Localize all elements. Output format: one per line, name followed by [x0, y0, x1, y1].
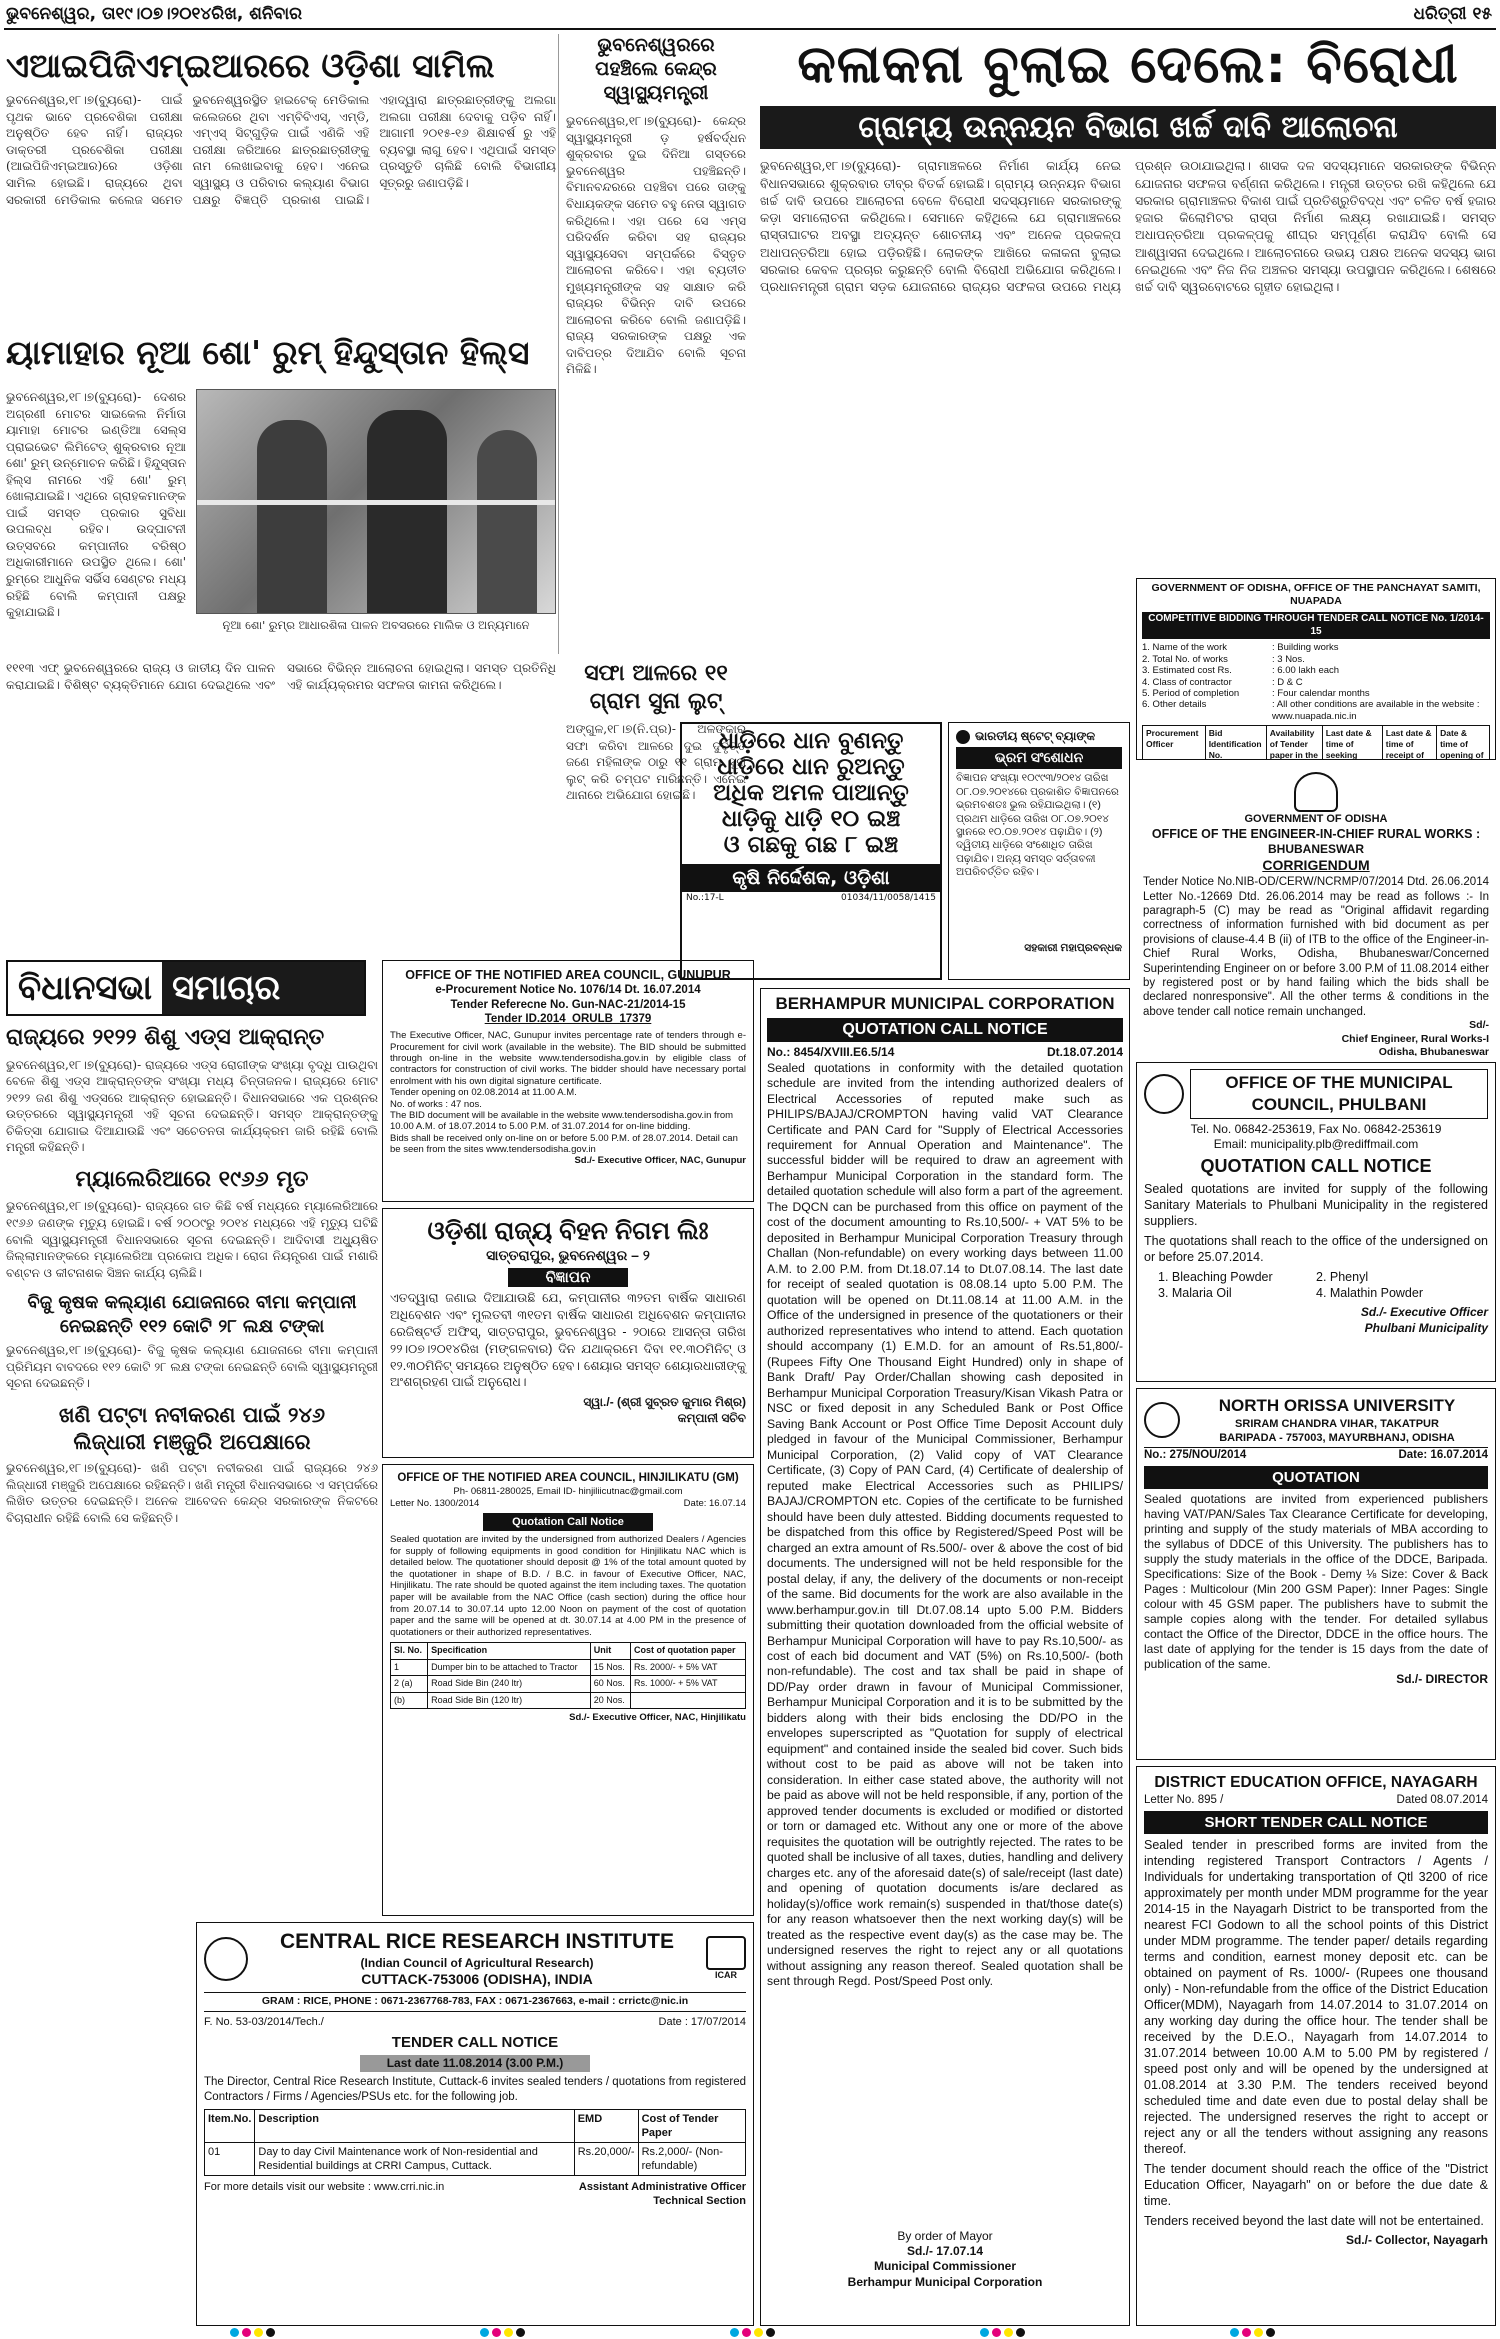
registration-dot [230, 2328, 239, 2337]
table-cell: 1 [391, 1659, 428, 1676]
letter-no: Letter No. 1300/2014 [390, 1497, 480, 1509]
seed-corp-notice [382, 1208, 754, 1458]
table-cell: Rs. 1000/- + 5% VAT [631, 1676, 746, 1693]
ad-item: Tender opening on 02.08.2014 at 11.00 A.M. [390, 1087, 577, 1099]
table-header: Specification [428, 1643, 591, 1660]
odisha-emblem-icon [1294, 772, 1338, 812]
ad-title: BERHAMPUR MUNICIPAL CORPORATION [775, 994, 1115, 1013]
item-list [1158, 1269, 1474, 1301]
ad-title: OFFICE OF THE NOTIFIED AREA COUNCIL, GUNUPUR [405, 968, 731, 982]
table-cell: 20 Nos. [590, 1692, 630, 1709]
story-news [6, 660, 556, 950]
ad-title: ଓଡ଼ିଶା ରାଜ୍ୟ ବିହନ ନିଗମ ଲିଃ [427, 1217, 709, 1245]
ad-signature: Sd./- Collector, Nayagarh [1345, 2232, 1488, 2247]
ad-email: Email: municipality.plb@rediffmail.com [1213, 1136, 1419, 1151]
crri-logo-icon [204, 1937, 248, 1981]
table-cell: Road Side Bin (120 ltr) [428, 1692, 591, 1709]
crri-tender [196, 1922, 754, 2326]
more-details: For more details visit our website : www.crri.nic.in [204, 2180, 445, 2193]
notice-no: No.: 275/NOU/2014 [1144, 1448, 1247, 1461]
registration-dot [1004, 2328, 1013, 2337]
table-header: Cost of quotation paper [631, 1643, 746, 1660]
ad-title: OFFICE OF THE NOTIFIED AREA COUNCIL, HINJILIKATU (GM) [397, 1472, 739, 1484]
list-item: 3. Malaria Oil [1158, 1286, 1232, 1301]
headline: ଲିଜ୍‌ଧାରୀ ମଞ୍ଜୁରି ଅପେକ୍ଷାରେ [73, 1429, 311, 1454]
ad-badge: QUOTATION CALL NOTICE [767, 1018, 1123, 1042]
notice-title: TENDER CALL NOTICE [391, 2033, 559, 2051]
table-row [391, 1659, 746, 1676]
ad-body: Tenders received beyond the last date will not be entertained. [1144, 2213, 1484, 2228]
notice-no: No.: 8454/XVIII.E6.5/14 [767, 1045, 895, 1060]
ad-city: CUTTACK-753006 (ODISHA), INDIA [361, 1971, 593, 1988]
sbi-corrigendum [948, 722, 1130, 980]
table-cell: 01 [205, 2142, 255, 2175]
table-cell [631, 1692, 746, 1709]
body-text: ଭୁବନେଶ୍ୱର,୧୮।୭(ବ୍ୟୁରୋ)- ପାଇଁ ପୃଥକ ଭାବେ ପ୍ରବେଶିକା ପରୀକ୍ଷା ଅନୁଷ୍ଠିତ ହେବ ନାହିଁ। ରାଜ୍ୟର ଡାକ୍ତରୀ ପ୍ରବେଶିକା ପରୀକ୍ଷା (ଆଇପିଜିଏମ୍‌ଇଆର)ରେ ଓଡ଼ିଶା ସାମିଲ ହୋଇଛି। ରାଜ୍ୟରେ ଥିବା ସରକାରୀ ମେଡିକାଲ କଲେଜ ସମେତ ଭୁବନେଶ୍ୱରସ୍ଥିତ ହାଇଟେକ୍‌ ମେଡିକାଲ କଲେଜରେ ଥିବା ଏମ୍‌ବିବିଏସ୍‌, ଏମ୍‌ଡି, ଏମ୍‌ଏସ୍‌ ସିଟ୍‌ଗୁଡ଼ିକ ପାଇଁ ଏଣିକି ଏହି ପରୀକ୍ଷା ଜରିଆରେ ଛାତ୍ରଛାତ୍ରୀଙ୍କୁ ନାମ ଲେଖାଇବାକୁ ହେବ। ଏନେଇ ସ୍ୱାସ୍ଥ୍ୟ ଓ ପରିବାର କଲ୍ୟାଣ ବିଭାଗ ପକ୍ଷରୁ ବିଜ୍ଞପ୍ତି ପ୍ରକାଶ ପାଇଛି। ଏହାଦ୍ୱାରା ଛାତ୍ରଛାତ୍ରୀଙ୍କୁ ଅଲଗା ଅଲଗା ପରୀକ୍ଷା ଦେବାକୁ ପଡ଼ିବ ନାହିଁ। ଆଗାମୀ ୨୦୧୫-୧୬ ଶିକ୍ଷାବର୍ଷ ରୁ ଏହି ବ୍ୟବସ୍ଥା ଲାଗୁ ହେବ। ଏଥିପାଇଁ ସମସ୍ତ ପ୍ରସ୍ତୁତି ଚାଲିଛି ବୋଲି ବିଭାଗୀୟ ସୂତ୍ରରୁ ଜଣାପଡ଼ିଛି। [6, 93, 556, 207]
ad-body: Sealed quotations in conformity with the detailed quotation schedule are invited from the intending authorized dealers of Electrical Accessories of reputed make such as PHILIPS/BAJAJ/CROMPTON having valid VAT Clearance Certificate and PAN Card for "Supply of Electrical Accessories requirement for Annual Operation and Maintenance". The successful bidder will be required to draw an agreement with Berhampur Municipal Corporation in the standard form. The detailed quotation schedule will also form a part of the agreement. The DQCN can be purchased from this office on payment of the cost of the document amounting to Rs.10,500/- + VAT 5% to be deposited in Berhampur Municipal Corporation Treasury through Challan (Non-refundable) on every working days between 11.00 A.M. to 2.00 P.M. from Dt.18.07.14 to Dt.07.08.14. The last date for receipt of sealed quotation is 08.08.14 upto 5.00 P.M. The quotation will be opened on Dt.11.08.14 at 11.00 A.M. in the Office of the undersigned in presence of the quotationers or their authorized representatives who intend to attend. Each quotation should accompany (1) E.M.D. for an amount of Rs.51,800/- (Rupees Fifty One Thousand Eight Hundred) only in shape of Bank Draft/ Pay Order/Challan showing cash deposited in Berhampur Municipal Corporation Treasury/Kisan Vikash Patra or NSC or fixed deposit in any Scheduled Bank or Post Office Saving Bank Account or Post Office Time Deposit Account duly pledged in favour of the Municipal Commissioner, Berhampur Municipal Corporation, (2) Valid copy of VAT Clearance Certificate, (3) Copy of PAN Card, (4) Certificate of dealership of reputed make Electrical Accessories such as PHILIPS/ BAJAJ/CROMPTON etc. Copies of the certificate to be furnished should have been duly attested. Bidding documents requested to be dispatched from this office by Registered/Speed Post will be charged an extra amount of Rs.500/- over & above the cost of bid documents. The undersigned will not be held responsible for the postal delay, if any, the delivery of the documents or non-receipt of the same. Bid documents for the work are also available in the www.berhampur.gov.in till Dt.07.08.14 upto 5.00 P.M. Bidders submitting their quotation downloaded from the official website of Berhampur Municipal Corporation will have to pay Rs.10,500/- as cost of each bid document and VAT (5%) on Rs.10,500/- (both non-refundable). The cost and tax shall be paid in shape of DD/Pay order drawn in favour of Municipal Commissioner, Berhampur Municipal Corporation and it is to be submitted by the bidders along with their bids enclosing the DD/PO in the envelopes superscripted as "Quotation for supply of electrical equipment" and contained inside the sealed bid cover. Such bids without cost to be paid as above will not be taken into consideration. In either case stated above, the authority will not be paid as above will not be held responsible, if any, portion of the approved tender documents is excluded or modified or distorted or torn or damaged etc. Without any one or more of the above requisites the quotation will be outrightly rejected. The rates to be quoted shall be inclusive of all taxes, duties, handling and delivery charges etc. any of the aforesaid date(s) of sale/receipt (last date) and opening of quotation documents is/are declared as holiday(s)/office work remain(s) suspended in that/those date(s) for any reason whatsoever then the next working day(s) will be treated as the respective event day(s) as the case may be. The undersigned reserves the right to reject any or all quotations without assigning any reason thereof. Sealed quotation shall be sent through Regd. Post/Speed Post only. [767, 1060, 1123, 1989]
ad-contact: Tel. No. 06842-253619, Fax No. 06842-253619 [1190, 1121, 1442, 1136]
lead-subhead: ଗ୍ରାମ୍ୟ ଉନ୍ନୟନ ବିଭାଗ ଖର୍ଚ୍ଚ ଦାବି ଆଲୋଚନା [760, 106, 1496, 149]
ad-line: ଧାଡ଼ିରେ ଧାନ ବୁଣନ୍ତୁ [718, 728, 904, 754]
ad-address: SRIRAM CHANDRA VIHAR, TAKATPUR [1235, 1417, 1439, 1430]
notice-line: Tender Referecne No. Gun-NAC-21/2014-15 [450, 998, 686, 1011]
ad-title: CENTRAL RICE RESEARCH INSTITUTE [280, 1930, 674, 1953]
list-item: 4. Class of contractor : D & C [1142, 676, 1303, 688]
ad-badge: ବିଜ୍ଞାପନ [508, 1268, 628, 1287]
table-cell: (b) [391, 1692, 428, 1709]
nuapada-tender [1136, 578, 1496, 760]
registration-dot [980, 2328, 989, 2337]
story-odisha-iipm [6, 48, 556, 328]
file-no: F. No. 53-03/2014/Tech./ [204, 2015, 324, 2028]
registration-dot [730, 2328, 739, 2337]
ad-code: 01034/11/0058/1415 [841, 893, 936, 903]
ad-body: Sealed quotation are invited by the undersigned from authorized Dealers / Agencies for supply of following equipments in good condition for Hinjilikatu NAC which is detailed below. The quotationer should deposit @ 1% of the total amount quoted by the quotationer in shape of B.D. / B.C. in favour of Executive Officer, NAC, Hinjilikatu. The rate should be quoted against the item including taxes. The quotation paper will be available from the NAC Office (cash section) during the office hour from 20.07.14 to 30.07.14 upto 12.00 Noon on payment of the cost of quotation paper and the same will be opened at dt. 30.07.14 at 4.00 PM in the presence of quotationers or their authorized representatives. [390, 1534, 746, 1638]
body-text: ଭୁବନେଶ୍ୱର,୧୮।୭(ବ୍ୟୁରୋ)- ରାଜ୍ୟରେ ଏଡ୍‌ସ ରୋଗୀଙ୍କ ସଂଖ୍ୟା ବୃଦ୍ଧି ପାଉଥିବା ବେଳେ ଶିଶୁ ଏଡ୍‌ସ ଆକ୍ରାନ୍ତଙ୍କ ସଂଖ୍ୟା ମଧ୍ୟ ଚିନ୍ତାଜନକ। ରାଜ୍ୟରେ ମୋଟ ୨୧୨୨ ଜଣ ଶିଶୁ ଏଡ୍‌ସରେ ଆକ୍ରାନ୍ତ ହୋଇଛନ୍ତି। ବିଧାନସଭାରେ ଏକ ପ୍ରଶ୍ନର ଉତ୍ତରରେ ସ୍ୱାସ୍ଥ୍ୟମନ୍ତ୍ରୀ ଏହି ସୂଚନା ଦେଇଛନ୍ତି। ସମସ୍ତ ଆକ୍ରାନ୍ତଙ୍କୁ ଚିକିତ୍ସା ଯୋଗାଇ ଦିଆଯାଉଛି ଏବଂ ସଚେତନତା କାର୍ଯ୍ୟକ୍ରମ ଜାରି ରହିଛି ବୋଲି ମନ୍ତ୍ରୀ କହିଛନ୍ତି। [6, 1057, 378, 1155]
ad-title: GOVERNMENT OF ODISHA, OFFICE OF THE PANCHAYAT SAMITI, NUAPADA [1151, 582, 1481, 608]
masthead [0, 0, 1500, 28]
registration-dot [992, 2328, 1001, 2337]
body-text: ଅଙ୍ଗୁଳ,୧୮।୭(ନି.ପ୍ର)- ଅଳଙ୍କାର ସଫା କରିବା ଆଳରେ ଦୁଇ ଦୁର୍ବୃତ୍ତ ଜଣେ ମହିଳାଙ୍କ ଠାରୁ ୧୧ ଗ୍ରାମ ସୁନା ଲୁଟ୍ କରି ଚମ୍ପଟ ମାରିଛନ୍ତି। ଏନେଇ ଥାନାରେ ଅଭିଯୋଗ ହୋଇଛି। [566, 722, 746, 803]
nayagarh-tender [1136, 1766, 1496, 2326]
crri-table [204, 2109, 746, 2176]
bank-logo-icon [956, 730, 970, 744]
notice-line: e-Procurement Notice No. 1076/14 Dt. 16.07.2014 [435, 984, 701, 996]
table-cell: Rs.20,000/- [574, 2142, 638, 2175]
table-header: Availability of Tender paper in the [1266, 726, 1322, 760]
ad-signature: Sd/- [1469, 1019, 1489, 1032]
banner-right: ସମାଚାର [162, 962, 364, 1014]
table-cell: Rs. 2000/- + 5% VAT [631, 1659, 746, 1676]
table-header: EMD [574, 2109, 638, 2142]
table-cell: 60 Nos. [590, 1676, 630, 1693]
table-header: Date & time of opening of [1437, 726, 1490, 760]
ad-footer: କୃଷି ନିର୍ଦ୍ଦେଶକ, ଓଡ଼ିଶା [682, 864, 940, 892]
photo-caption: ନୂଆ ଶୋ' ରୁମ୍‌ର ଆଧାରଶିଳା ପାଳନ ଅବସରରେ ମାଲିକ ଓ ଅନ୍ୟମାନେ [222, 618, 530, 632]
ad-title: DISTRICT EDUCATION OFFICE, NAYAGARH [1154, 1774, 1478, 1791]
story-minister [566, 34, 746, 654]
ad-body: The Executive Officer, NAC, Gunupur invites percentage rate of tenders through e-Procurement for civil work (available in the website). The BID should be submitted through on-line in the website www.tendersodisha.gov.in by eligible class of contractors for construction of civil works. The bidder should have necessary portal enrolment with his own digital signature certificate. [390, 1030, 746, 1087]
ad-line: ଓ ଗଛକୁ ଗଛ ୮ ଇଞ୍ଚ [723, 832, 899, 858]
body-text: ଭୁବନେଶ୍ୱର,୧୮।୭(ବ୍ୟୁରୋ)- ବିଜୁ କୃଷକ କଲ୍ୟାଣ ଯୋଜନାରେ ବୀମା କମ୍ପାନୀ ପ୍ରିମିୟମ ବାବଦରେ ୧୧୨ କୋଟି ୨୮ ଲକ୍ଷ ଟଙ୍କା ନେଇଛନ୍ତି ବୋଲି ସ୍ୱାସ୍ଥ୍ୟମନ୍ତ୍ରୀ ସୂଚନା ଦେଇଛନ୍ତି। [6, 1342, 378, 1391]
notice-date: Date : 17/07/2014 [658, 2015, 746, 2028]
ad-title: OFFICE OF THE MUNICIPAL COUNCIL, PHULBANI [1190, 1069, 1488, 1119]
ad-signature: Berhampur Municipal Corporation [847, 2274, 1043, 2289]
table-header: Description [255, 2109, 574, 2142]
icar-logo-text: ICAR [715, 1970, 737, 1981]
registration-dot [742, 2328, 751, 2337]
ad-body: ଏତଦ୍ୱାରା ଜଣାଇ ଦିଆଯାଉଛି ଯେ, କମ୍ପାନୀର ୩୨ତମ ବାର୍ଷିକ ସାଧାରଣ ଅଧିବେଶନ ଏବଂ ମୁଲତବୀ ୩୧ତମ ବାର୍ଷିକ ସାଧାରଣ ଅଧିବେଶନ କମ୍ପାନୀର ରେଜିଷ୍ଟର୍ଡ ଅଫିସ୍, ସାତ୍ତରାପୁର, ଭୁବନେଶ୍ୱର - ୨ଠାରେ ଆସନ୍ତା ତାରିଖ ୨୨।୦୭।୨୦୧୪ରିଖ (ମଙ୍ଗଳବାର) ଦିନ ଯଥାକ୍ରମେ ଦିବା ୧୧.୩୦ମିନିଟ୍ ଓ ୧୨.୩୦ମିନିଟ୍ ସମୟରେ ଅନୁଷ୍ଠିତ ହେବ। ଶେୟାର ସମସ୍ତ ଶେୟାରଧାରୀଙ୍କୁ ଅଂଶଗ୍ରହଣ ପାଇଁ ଅନୁରୋଧ। [390, 1291, 746, 1390]
ad-badge: QUOTATION CALL NOTICE [1200, 1156, 1432, 1177]
photo-ribbon [197, 500, 556, 505]
notice-line: Tender ID.2014_ORULB_17379 [484, 1013, 652, 1026]
panchayat-items [1142, 642, 1490, 722]
ad-body: The quotations shall reach to the office of the undersigned on or before 25.07.2014. [1144, 1234, 1488, 1265]
notice-date: Dt.18.07.2014 [1046, 1045, 1123, 1060]
body-text: ଭୁବନେଶ୍ୱର,୧୮।୭(ବ୍ୟୁରୋ)- ରାଜ୍ୟରେ ଗତ କିଛି ବର୍ଷ ମଧ୍ୟରେ ମ୍ୟାଲେରିଆରେ ୧୯୬୬ ଜଣଙ୍କ ମୃତ୍ୟୁ ହୋଇଛି। ବର୍ଷ ୨୦୦୯ରୁ ୨୦୧୪ ମଧ୍ୟରେ ଏହି ମୃତ୍ୟୁ ଘଟିଛି ବୋଲି ସ୍ୱାସ୍ଥ୍ୟମନ୍ତ୍ରୀ ବିଧାନସଭାରେ ସୂଚନା ଦେଇଛନ୍ତି। ଆଦିବାସୀ ଅଧ୍ୟୁଷିତ ଜିଲ୍ଲାମାନଙ୍କରେ ମ୍ୟାଲେରିଆ ପ୍ରକୋପ ଅଧିକ। ରୋଗ ନିୟନ୍ତ୍ରଣ ପାଇଁ ମଶାରି ବଣ୍ଟନ ଓ କୀଟନାଶକ ସିଞ୍ଚନ କାର୍ଯ୍ୟ ଚାଲିଛି। [6, 1199, 378, 1280]
ad-title: OFFICE OF THE ENGINEER-IN-CHIEF RURAL WORKS : [1151, 827, 1481, 842]
ad-signature: ସ୍ୱା./- (ଶ୍ରୀ ସୁବ୍ରତ କୁମାର ମିଶ୍ର) [583, 1395, 746, 1410]
ad-signature: Sd./- Executive Officer, NAC, Gunupur [574, 1155, 746, 1167]
table-header: Sl. No. [391, 1643, 428, 1660]
table-cell: 2 (a) [391, 1676, 428, 1693]
list-item: 1. Name of the work : Building works [1142, 642, 1339, 654]
hinjilikatu-quotation [382, 1464, 754, 1916]
headline: ସଫା ଆଳରେ ୧୧ ଗ୍ରାମ ସୁନା ଲୁଟ୍ [584, 661, 728, 714]
ad-signature: Odisha, Bhubaneswar [1378, 1045, 1489, 1056]
body-text: ୧୧୧୩ ଏଫ୍ ଭୁବନେଶ୍ୱରରେ ରାଜ୍ୟ ଓ ଜାତୀୟ ଦିନ ପାଳନ କରାଯାଇଛି। ବିଶିଷ୍ଟ ବ୍ୟକ୍ତିମାନେ ଯୋଗ ଦେଇଥିଲେ ଏବଂ ସଭାରେ ବିଭିନ୍ନ ଆଲୋଚନା ହୋଇଥିଲା। ସମସ୍ତ ପ୍ରତିନିଧି ଏହି କାର୍ଯ୍ୟକ୍ରମର ସଫଳତା କାମନା କରିଥିଲେ। [6, 661, 556, 692]
table-cell: Dumper bin to be attached to Tractor [428, 1659, 591, 1676]
registration-dot [516, 2328, 525, 2337]
ad-signature: Technical Section [653, 2195, 746, 2208]
table-cell: Rs.2,000/- (Non-refundable) [638, 2142, 745, 2175]
photo-figure [257, 420, 327, 614]
ad-badge: Quotation Call Notice [483, 1513, 653, 1531]
print-registration-marks [0, 2328, 1500, 2338]
ad-item: Bids shall be received only on-line on or before 5.00 P.M. of 28.07.2014. Detail can be seen from the sites www.tendersodisha.gov.in [390, 1132, 738, 1156]
photo-figure [367, 410, 447, 614]
table-header: Last date & time of receipt of [1382, 726, 1436, 760]
ad-signature: Phulbani Municipality [1364, 1320, 1488, 1335]
headline: ଖଣି ପଟ୍ଟା ନବୀକରଣ ପାଇଁ ୨୪୬ [58, 1402, 326, 1427]
letter-date: Date: 16.07.14 [683, 1497, 746, 1509]
ad-badge: QUOTATION [1144, 1466, 1488, 1489]
berhampur-quotation [760, 988, 1130, 2326]
notice-date: Date: 16.07.2014 [1398, 1448, 1488, 1461]
page-number: ଧରିତ୍ରୀ ୧୫ [1413, 4, 1492, 24]
ad-order: By order of Mayor [897, 2228, 993, 2243]
banner-left: ବିଧାନସଭା [8, 962, 162, 1014]
last-date: Last date 11.08.2014 (3.00 P.M.) [360, 2055, 590, 2072]
ad-title: NORTH ORISSA UNIVERSITY [1218, 1396, 1456, 1415]
ad-contact: Ph- 06811-280025, Email ID- hinjiliicutnac@gmail.com [453, 1485, 683, 1497]
registration-dot [504, 2328, 513, 2337]
ad-signature: Sd./- Executive Officer, NAC, Hinjilikatu [569, 1712, 746, 1724]
table-row [205, 2142, 746, 2175]
headline: ବିଜୁ କୃଷକ କଲ୍ୟାଣ ଯୋଜନାରେ ବୀମା କମ୍ପାନୀ [27, 1292, 357, 1314]
ad-line: ଅଧିକ ଅମଳ ପାଆନ୍ତୁ [713, 780, 909, 806]
ad-signature: Sd./- DIRECTOR [1396, 1671, 1488, 1686]
ad-body: Sealed tender in prescribed forms are invited from the intending registered Transport Contractors / Agents / Individuals for undertaking transportation of Qtl 3200 of rice approximately per month under MDM programme for the year 2014-15 in the Nayagarh District to be transported from the nearest FCI Godown to all the school points of this District under MDM programme. The tender paper/ details regarding terms and condition, earnest money deposit etc. can be obtained on payment of Rs. 1000/- (Rupees one thousand only) - Non-refundable from the office of the District Education Officer(MDM), Nayagarh from 14.07.2014 to 31.07.2014 on any working day during the office hour. The tender shall be received by the D.E.O., Nayagarh from 14.07.2014 to 31.07.2014 between 10.00 A.M to 5.00 PM by registered / speed post only and will be opened by the undersigned at 01.08.2014 at 3.30 P.M. The tenders received beyond scheduled time and date even due to postal delay shall be rejected. The undersigned reserves the right to accept or reject any or all the tenders without assigning any reasons thereof. [1144, 1837, 1488, 2156]
table-header: Cost of Tender Paper [638, 2109, 745, 2142]
photo-figure [477, 430, 537, 614]
ad-address: ସାତ୍ତରାପୁର, ଭୁବନେଶ୍ୱର – ୨ [486, 1247, 650, 1263]
ad-signature: Assistant Administrative Officer [578, 2180, 746, 2193]
registration-dot [254, 2328, 263, 2337]
table-header: Procurement Officer [1143, 726, 1206, 760]
table-header: Unit [590, 1643, 630, 1660]
ad-signature: କମ୍ପାନୀ ସଚିବ [677, 1410, 746, 1425]
dateline: ଭୁବନେଶ୍ୱର, ତା୧୯।୦୭।୨୦୧୪ରିଖ, ଶନିବାର [6, 4, 303, 24]
icar-logo-icon [706, 1936, 746, 1970]
ad-badge: CORRIGENDUM [1262, 857, 1370, 874]
ad-line: ଧାଡ଼ିରେ ଧାନ ରୁଅନ୍ତୁ [717, 754, 905, 780]
university-logo-icon [1144, 1402, 1180, 1438]
ad-body: Sealed quotations are invited from experienced publishers having VAT/PAN/Sales Tax Clearance Certificate for developing, printing and supply of the study materials of MBA according to the syllabus of DDCE of this University. The publishers has to supply the study materials in the office of the DDCE, Baripada. Specifications: Size of the Book - Demy ⅛ Size: Cover & Back Pages : Multicolour (Min 200 GSM Paper): Inner Pages: Single colour with 45 GSM paper. The publishers have to submit the sample copies along with the tender. For detailed syllabus contact the Office of the Director, DDCE in the office hours. The last date of applying for the tender is 15 days from the date of publication of the same. [1144, 1491, 1488, 1671]
paddy-advertisement [680, 722, 942, 980]
ad-city: BHUBANESWAR [1268, 842, 1364, 857]
ad-signature: Municipal Commissioner [873, 2259, 1017, 2274]
municipal-logo-icon [1144, 1074, 1184, 1114]
table-cell: Day to day Civil Maintenance work of Non-residential and Residential buildings at CRRI Campus, Cuttack. [255, 2142, 574, 2175]
registration-dot [754, 2328, 763, 2337]
ad-badge: SHORT TENDER CALL NOTICE [1144, 1811, 1488, 1834]
registration-dot [242, 2328, 251, 2337]
registration-dot [1254, 2328, 1263, 2337]
headline: ନେଇଛନ୍ତି ୧୧୨ କୋଟି ୨୮ ଲକ୍ଷ ଟଙ୍କା [59, 1315, 325, 1337]
ad-body: The tender document should reach the office of the "District Education Officer, Nayagarh" on or before the due date & time. [1144, 2161, 1488, 2208]
ad-body: Tender Notice No.NIB-OD/CERW/NCRMP/07/2014 Dtd. 26.06.2014 Letter No.-12669 Dtd. 26.06.2014 may be read as follows :- In paragraph-5 (C) may be read as "Original affidavit regarding correctness of information furnished with bid document as per provisions of clause-4.4 B (ii) of ITB to the office of the Engineer-in-Chief Rural Works, Odisha, Bhubaneswar/Concerned Superintending Engineer on or before 3.00 P.M of 11.08.2014 either by registered post or by hand failing which the bids shall be declared nonresponsive". All the other terms & conditions in the above tender call notice remain unchanged. [1143, 876, 1489, 1018]
column-rule [558, 34, 559, 654]
body-text: ଭୁବନେଶ୍ୱର,୧୮।୭(ବ୍ୟୁରୋ)- ଗ୍ରାମାଞ୍ଚଳରେ ନିର୍ମାଣ କାର୍ଯ୍ୟ ନେଇ ବିଧାନସଭାରେ ଶୁକ୍ରବାର ତୀବ୍ର ବିତର୍କ ହୋଇଛି। ଗ୍ରାମ୍ୟ ଉନ୍ନୟନ ବିଭାଗ ଖର୍ଚ୍ଚ ଦାବି ଉପରେ ଆଲୋଚନା ବେଳେ ବିରୋଧୀ ସଦସ୍ୟମାନେ ସରକାରଙ୍କୁ କଡ଼ା ସମାଲୋଚନା କରିଥିଲେ। ସେମାନେ କହିଥିଲେ ଯେ ଗ୍ରାମାଞ୍ଚଳରେ ରାସ୍ତାଘାଟର ଅବସ୍ଥା ଅତ୍ୟନ୍ତ ଶୋଚନୀୟ ଏବଂ ଅନେକ ପ୍ରକଳ୍ପ ଅଧାପନ୍ତରିଆ ହୋଇ ପଡ଼ିରହିଛି। ଲୋକଙ୍କ ଆଖିରେ କଳାକନା ବୁଲାଇ ସରକାର କେବଳ ପ୍ରଚାର କରୁଛନ୍ତି ବୋଲି ବିରୋଧୀ ଅଭିଯୋଗ କରିଥିଲେ। ପ୍ରଧାନମନ୍ତ୍ରୀ ଗ୍ରାମ ସଡ଼କ ଯୋଜନାରେ ରାଜ୍ୟର ସଫଳତା ଉପରେ ମଧ୍ୟ ପ୍ରଶ୍ନ ଉଠାଯାଇଥିଲା। ଶାସକ ଦଳ ସଦସ୍ୟମାନେ ସରକାରଙ୍କ ବିଭିନ୍ନ ଯୋଜନାର ସଫଳତା ବର୍ଣ୍ଣନା କରିଥିଲେ। ମନ୍ତ୍ରୀ ଉତ୍ତର ରଖି କହିଥିଲେ ଯେ ସରକାର ଗ୍ରାମାଞ୍ଚଳର ବିକାଶ ପାଇଁ ପ୍ରତିଶ୍ରୁତିବଦ୍ଧ ଏବଂ ଚଳିତ ବର୍ଷ ହଜାର ହଜାର କିଲୋମିଟର ରାସ୍ତା ନିର୍ମାଣ ଲକ୍ଷ୍ୟ ରଖାଯାଇଛି। ସମସ୍ତ ଅଧାପନ୍ତରିଆ ପ୍ରକଳ୍ପକୁ ଶୀଘ୍ର ସମ୍ପୂର୍ଣ୍ଣ କରାଯିବ ବୋଲି ସେ ଆଶ୍ୱାସନା ଦେଇଥିଲେ। ଆଲୋଚନାରେ ଉଭୟ ପକ୍ଷର ଅନେକ ସଦସ୍ୟ ଭାଗ ନେଇଥିଲେ ଏବଂ ନିଜ ନିଜ ଅଞ୍ଚଳର ସମସ୍ୟା ଉପସ୍ଥାପନ କରିଥିଲେ। ଶେଷରେ ଖର୍ଚ୍ଚ ଦାବି ସ୍ୱରବୋଟରେ ଗୃହୀତ ହୋଇଥିଲା। [760, 158, 1496, 295]
ad-body: ବିଜ୍ଞାପନ ସଂଖ୍ୟା ୧୦୯୯୩/୨୦୧୪ ତାରିଖ ୦୮.୦୭.୨୦୧୪ରେ ପ୍ରକାଶିତ ବିଜ୍ଞାପନରେ ଭ୍ରମବଶତଃ ଭୁଲ ରହିଯାଇଥିଲା। (୧) ପ୍ରଥମ ଧାଡ଼ିରେ ତାରିଖ ୦୮.୦୭.୨୦୧୪ ସ୍ଥାନରେ ୧୦.୦୭.୨୦୧୪ ପଢ଼ାଯିବ। (୨) ଦ୍ୱିତୀୟ ଧାଡ଼ିରେ ସଂଶୋଧିତ ତାରିଖ ପଢ଼ାଯିବ। ଅନ୍ୟ ସମସ୍ତ ସର୍ତ୍ତାବଳୀ ଅପରିବର୍ତ୍ତିତ ରହିବ। [956, 772, 1119, 879]
panchayat-table [1142, 725, 1490, 760]
body-text: ଭୁବନେଶ୍ୱର,୧୮।୭(ବ୍ୟୁରୋ)- ଖଣି ପଟ୍ଟା ନବୀକରଣ ପାଇଁ ରାଜ୍ୟରେ ୨୪୬ ଲିଜ୍‌ଧାରୀ ମଞ୍ଜୁରି ଅପେକ୍ଷାରେ ରହିଛନ୍ତି। ଖଣି ମନ୍ତ୍ରୀ ବିଧାନସଭାରେ ଏ ସମ୍ପର୍କରେ ଲିଖିତ ଉତ୍ତର ଦେଇଛନ୍ତି। ଅନେକ ଆବେଦନ କେନ୍ଦ୍ର ସରକାରଙ୍କ ନିକଟରେ ବିଚାରାଧୀନ ରହିଛି ବୋଲି ସେ କହିଛନ୍ତି। [6, 1461, 378, 1525]
ad-badge: COMPETITIVE BIDDING THROUGH TENDER CALL NOTICE No. 1/2014-15 [1142, 612, 1490, 640]
headline: ୟାମାହାର ନୂଆ ଶୋ' ରୁମ୍ ହିନ୍ଦୁସ୍ତାନ ହିଲ୍ସ [6, 335, 530, 372]
registration-dot [492, 2328, 501, 2337]
table-header: Bid Identification No. [1205, 726, 1266, 760]
lead-headline: କଳାକନା ବୁଲାଇ ଦେଲେ: ବିରୋଧୀ [797, 35, 1459, 95]
headline: ଭୁବନେଶ୍ୱରରେ ପହଞ୍ଚିଲେ କେନ୍ଦ୍ର ସ୍ୱାସ୍ଥ୍ୟମନ୍ତ୍ରୀ [595, 34, 717, 104]
masthead-rule [4, 28, 1496, 30]
letter-no: Letter No. 895 / [1144, 1793, 1224, 1806]
registration-dot [1016, 2328, 1025, 2337]
gov-title: GOVERNMENT OF ODISHA [1244, 813, 1388, 825]
registration-dot [766, 2328, 775, 2337]
table-row [391, 1676, 746, 1693]
phulbani-quotation [1136, 1062, 1496, 1382]
table-header: Last date & time of seeking [1322, 726, 1382, 760]
hinjili-table [390, 1642, 746, 1709]
ad-code: No.:17-L [686, 893, 724, 903]
ad-signature: Sd./- 17.07.14 [906, 2243, 984, 2258]
photo [196, 389, 556, 614]
headline: ଏଆଇପିଜିଏମ୍‌ଇଆରରେ ଓଡ଼ିଶା ସାମିଲ [6, 48, 495, 85]
ad-signature: Chief Engineer, Rural Works-I [1341, 1032, 1489, 1045]
registration-dot [1266, 2328, 1275, 2337]
rural-works-corrigendum [1136, 766, 1496, 1056]
registration-dot [1230, 2328, 1239, 2337]
list-item: 2. Phenyl [1316, 1270, 1369, 1285]
vidhansabha-banner [6, 960, 366, 1016]
ad-contact: GRAM : RICE, PHONE : 0671-2367768-783, FAX : 0671-2367663, e-mail : crrictc@nic.in [204, 1992, 746, 2011]
ad-signature: ସହକାରୀ ମହାପ୍ରବନ୍ଧକ [1024, 942, 1122, 955]
ad-line: ଧାଡ଼ିକୁ ଧାଡ଼ି ୧୦ ଇଞ୍ଚ [721, 806, 901, 832]
ad-item: The BID document will be available in the website www.tendersodisha.gov.in from 10.00 A.M. of 18.07.2014 to 5.00 P.M. of 31.07.2014 for on-line bidding. [390, 1109, 734, 1133]
letter-date: Dated 08.07.2014 [1396, 1793, 1488, 1806]
list-item: 5. Period of completion : Four calendar months [1142, 688, 1370, 700]
registration-dot [480, 2328, 489, 2337]
ad-subtitle: (Indian Council of Agricultural Research) [360, 1955, 594, 1970]
body-text: ଭୁବନେଶ୍ୱର,୧୮।୭(ବ୍ୟୁରୋ)- କେନ୍ଦ୍ର ସ୍ୱାସ୍ଥ୍ୟମନ୍ତ୍ରୀ ଡ଼ ହର୍ଷବର୍ଦ୍ଧନ ଶୁକ୍ରବାର ଦୁଇ ଦିନିଆ ଗସ୍ତରେ ଭୁବନେଶ୍ୱର ପହଞ୍ଚିଛନ୍ତି। ବିମାନବନ୍ଦରରେ ପହଞ୍ଚିବା ପରେ ତାଙ୍କୁ ବିଧାୟକଙ୍କ ସମେତ ବହୁ ନେତା ସ୍ୱାଗତ କରିଥିଲେ। ଏହା ପରେ ସେ ଏମ୍‌ସ ପରିଦର୍ଶନ କରିବା ସହ ରାଜ୍ୟର ସ୍ୱାସ୍ଥ୍ୟସେବା ସମ୍ପର୍କରେ ବିସ୍ତୃତ ଆଲୋଚନା କରିବେ। ଏହା ବ୍ୟତୀତ ମୁଖ୍ୟମନ୍ତ୍ରୀଙ୍କ ସହ ସାକ୍ଷାତ କରି ରାଜ୍ୟର ବିଭିନ୍ନ ଦାବି ଉପରେ ଆଲୋଚନା କରିବେ ବୋଲି ଜଣାପଡ଼ିଛି। ରାଜ୍ୟ ସରକାରଙ୍କ ପକ୍ଷରୁ ଏକ ଦାବିପତ୍ର ଦିଆଯିବ ବୋଲି ସୂଚନା ମିଳିଛି। [566, 114, 746, 377]
registration-dot [1242, 2328, 1251, 2337]
ad-body: The Director, Central Rice Research Institute, Cuttack-6 invites sealed tenders / quotations from registered Contractors / Firms / Agencies/PSUs etc. for the following job. [204, 2076, 746, 2103]
list-item: 4. Malathin Powder [1316, 1286, 1424, 1301]
list-item: 6. Other details : All other conditions are available in the website : www.nuapada.nic.in [1142, 699, 1480, 722]
table-header: Item.No. [205, 2109, 255, 2142]
list-item: 2. Total No. of works : 3 Nos. [1142, 653, 1305, 665]
table-cell: 15 Nos. [590, 1659, 630, 1676]
ad-address: BARIPADA - 757003, MAYURBHANJ, ODISHA [1219, 1431, 1455, 1444]
headline: ମ୍ୟାଲେରିଆରେ ୧୯୬୬ ମୃତ [75, 1166, 309, 1192]
headline: ରାଜ୍ୟରେ ୨୧୨୨ ଶିଶୁ ଏଡ୍‌ସ ଆକ୍ରାନ୍ତ [6, 1025, 325, 1050]
nou-quotation [1136, 1388, 1496, 1760]
body-text: ଭୁବନେଶ୍ୱର,୧୮।୭(ବ୍ୟୁରୋ)- ଦେଶର ଅଗ୍ରଣୀ ମୋଟର ସାଇକେଲ ନିର୍ମାତା ୟାମାହା ମୋଟର ଇଣ୍ଡିଆ ସେଲ୍‌ସ ପ୍ରାଇଭେଟ ଲିମିଟେଡ୍‌ ଶୁକ୍ରବାର ନୂଆ ଶୋ' ରୁମ୍ ଉନ୍ମୋଚନ କରିଛି। ହିନ୍ଦୁସ୍ତାନ ହିଲ୍ସ ନାମରେ ଏହି ଶୋ' ରୁମ୍‌ ଖୋଲାଯାଇଛି। ଏଥିରେ ଗ୍ରାହକମାନଙ୍କ ପାଇଁ ସମସ୍ତ ପ୍ରକାର ସୁବିଧା ଉପଲବ୍ଧ ରହିବ। ଉଦ୍‌ଘାଟନୀ ଉତ୍ସବରେ କମ୍ପାନୀର ବରିଷ୍ଠ ଅଧିକାରୀମାନେ ଉପସ୍ଥିତ ଥିଲେ। ଶୋ' ରୁମ୍‌ରେ ଆଧୁନିକ ସର୍ଭିସ ସେଣ୍ଟର ମଧ୍ୟ ରହିଛି ବୋଲି କମ୍ପାନୀ ପକ୍ଷରୁ କୁହାଯାଇଛି। [6, 390, 186, 620]
list-item: 3. Estimated cost Rs. : 6.00 lakh each [1142, 665, 1340, 677]
bank-name: ଭାରତୀୟ ଷ୍ଟେଟ୍ ବ୍ୟାଙ୍କ [975, 729, 1096, 743]
table-row [391, 1692, 746, 1709]
ad-title: ଭ୍ରମ ସଂଶୋଧନ [956, 747, 1122, 769]
ad-body: Sealed quotations are invited for supply of the following Sanitary Materials to Phulbani Municipality in the registered suppliers. [1144, 1182, 1488, 1229]
gunupur-tender [382, 960, 754, 1202]
registration-dot [266, 2328, 275, 2337]
ad-signature: Sd./- Executive Officer [1360, 1305, 1488, 1320]
list-item: 1. Bleaching Powder [1158, 1270, 1273, 1285]
ad-item: No. of works : 47 nos. [390, 1098, 482, 1110]
story-yamaha [6, 335, 556, 655]
table-cell: Road Side Bin (240 ltr) [428, 1676, 591, 1693]
